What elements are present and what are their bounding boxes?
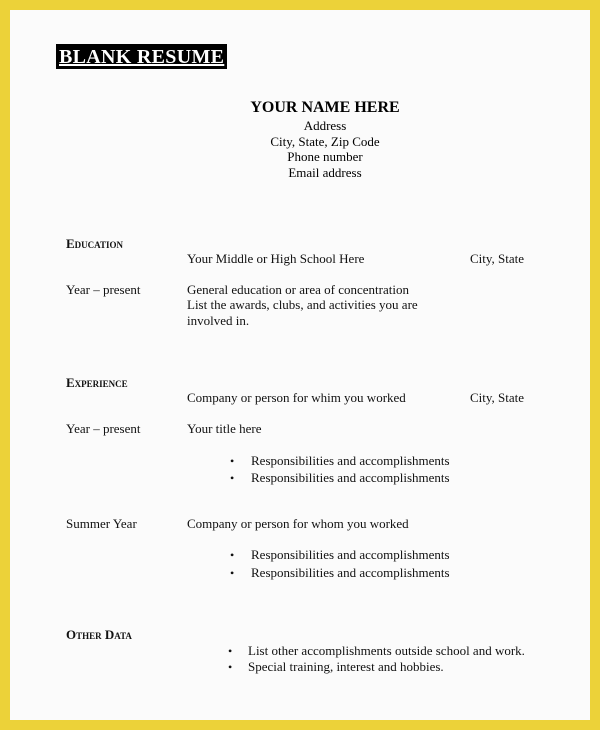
education-location: City, State — [470, 251, 525, 266]
bullet-icon: • — [230, 454, 235, 468]
job-period: Summer Year — [66, 516, 137, 531]
job-company: Company or person for whom you worked — [187, 516, 409, 531]
job-location: City, State — [470, 390, 525, 405]
job-title: Your title here — [187, 421, 262, 436]
contact-header — [190, 98, 460, 180]
bullet-icon: • — [230, 471, 235, 485]
job-bullet: Responsibilities and accomplishments — [251, 470, 450, 485]
education-heading: Education — [66, 236, 124, 251]
other-bullet: List other accomplishments outside school and work. — [248, 643, 525, 658]
bullet-icon: • — [230, 566, 235, 580]
education-line: involved in. — [187, 313, 250, 328]
bullet-icon: • — [230, 548, 235, 562]
experience-heading: Experience — [66, 375, 128, 390]
job-bullet: Responsibilities and accomplishments — [251, 547, 450, 562]
education-line: General education or area of concentration — [187, 282, 409, 297]
job-company: Company or person for whim you worked — [187, 390, 406, 405]
job-bullet: Responsibilities and accomplishments — [251, 565, 450, 580]
bullet-icon: • — [228, 660, 233, 674]
other-data-heading: Other Data — [66, 627, 132, 642]
other-bullet: Special training, interest and hobbies. — [248, 659, 444, 674]
address-line: Address — [303, 118, 347, 133]
education-school: Your Middle or High School Here — [187, 251, 365, 266]
education-line: List the awards, clubs, and activities you are — [187, 297, 418, 312]
job-bullet: Responsibilities and accomplishments — [251, 453, 450, 468]
phone-line: Phone number — [287, 149, 363, 164]
city-state-zip-line: City, State, Zip Code — [270, 133, 380, 149]
bullet-icon: • — [228, 644, 233, 658]
name-heading: YOUR NAME HERE — [250, 99, 400, 116]
email-line: Email address — [288, 164, 362, 180]
resume-title: BLANK RESUME — [56, 44, 227, 69]
job-period: Year – present — [66, 421, 141, 436]
education-period: Year – present — [66, 282, 141, 297]
